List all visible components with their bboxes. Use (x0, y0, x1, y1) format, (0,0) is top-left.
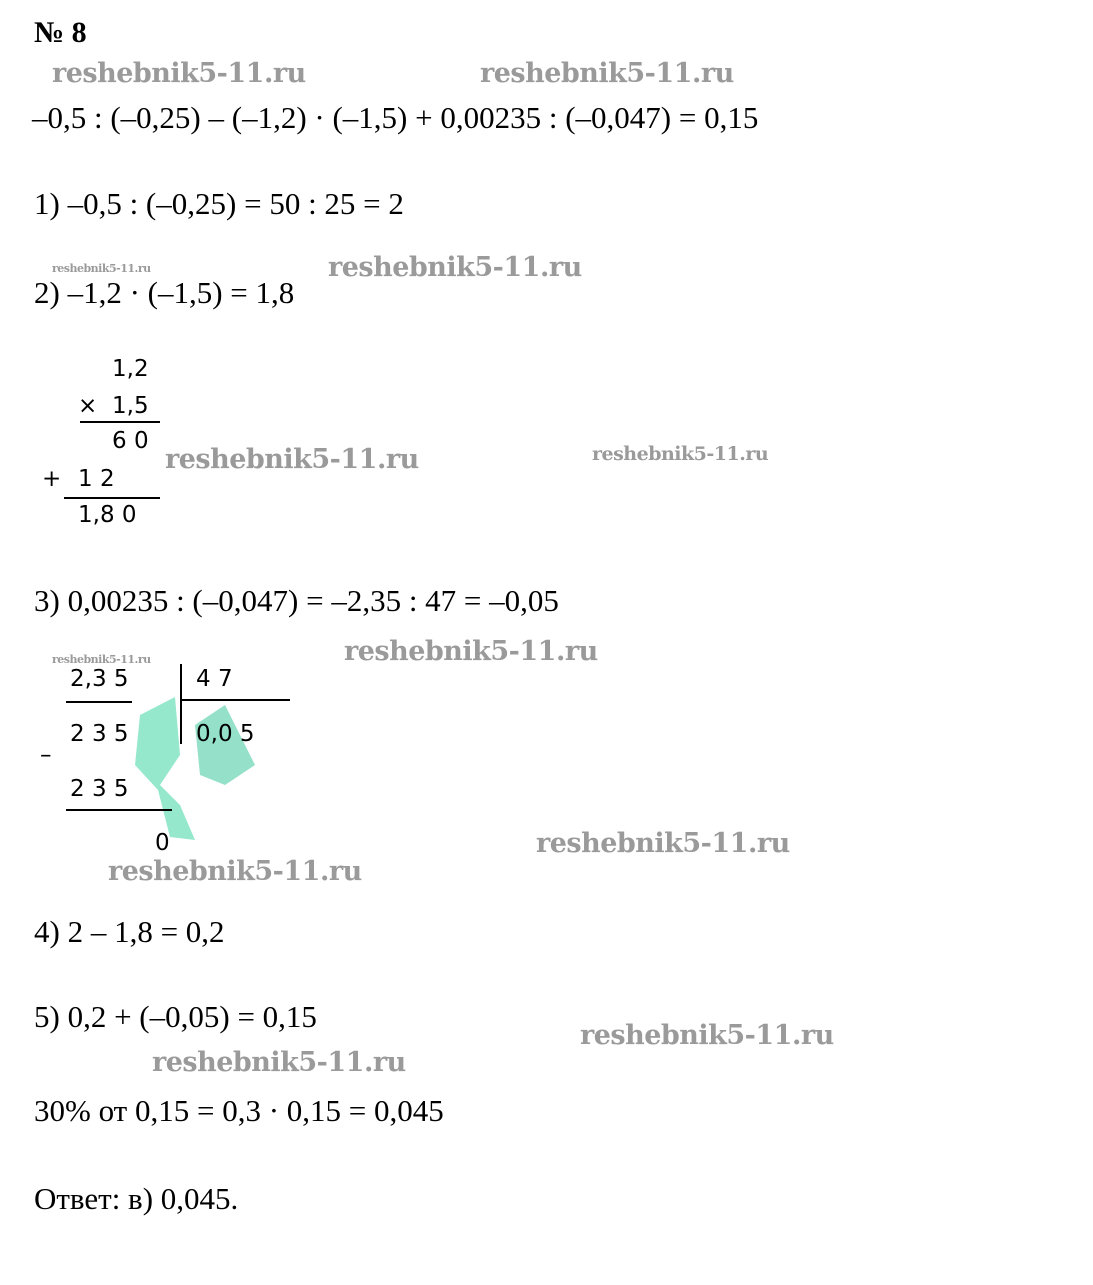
division-bracket-vertical (180, 664, 182, 744)
mult-row-1: 1,2 (112, 356, 149, 382)
mult-times-sign: × (78, 393, 98, 419)
division-subtract-1: 2 3 5 (70, 721, 129, 747)
watermark: reshebnik5-11.ru (536, 828, 790, 859)
highlight-mark (100, 685, 265, 845)
answer: Ответ: в) 0,045. (34, 1181, 239, 1216)
watermark: reshebnik5-11.ru (152, 1047, 406, 1078)
problem-number: № 8 (34, 16, 87, 49)
division-line-1 (66, 701, 132, 703)
division-remainder: 0 (155, 830, 170, 856)
watermark: reshebnik5-11.ru (52, 58, 306, 89)
division-divisor: 4 7 (196, 666, 233, 692)
mult-result: 1,8 0 (78, 502, 137, 528)
watermark: reshebnik5-11.ru (480, 58, 734, 89)
mult-line-2 (64, 497, 160, 499)
division-line-2 (66, 809, 172, 811)
watermark: reshebnik5-11.ru (580, 1020, 834, 1051)
division-bracket-horizontal (180, 699, 290, 701)
watermark: reshebnik5-11.ru (52, 262, 151, 275)
division-dividend: 2,3 5 (70, 666, 129, 692)
division-minus-sign: – (40, 742, 52, 768)
step-2: 2) –1,2 · (–1,5) = 1,8 (34, 275, 295, 310)
mult-partial-1: 6 0 (112, 428, 149, 454)
mult-partial-2: 1 2 (78, 466, 115, 492)
mult-plus-sign: + (42, 466, 62, 492)
mult-row-2: 1,5 (112, 393, 149, 419)
watermark: reshebnik5-11.ru (328, 252, 582, 283)
percent-step: 30% от 0,15 = 0,3 · 0,15 = 0,045 (34, 1093, 444, 1128)
mult-line-1 (80, 421, 160, 423)
watermark: reshebnik5-11.ru (344, 636, 598, 667)
step-3: 3) 0,00235 : (–0,047) = –2,35 : 47 = –0,05 (34, 583, 559, 618)
watermark: reshebnik5-11.ru (108, 856, 362, 887)
watermark: reshebnik5-11.ru (165, 444, 419, 475)
division-subtract-2: 2 3 5 (70, 776, 129, 802)
watermark: reshebnik5-11.ru (592, 443, 769, 465)
step-5: 5) 0,2 + (–0,05) = 0,15 (34, 999, 317, 1034)
step-4: 4) 2 – 1,8 = 0,2 (34, 914, 225, 949)
main-expression: –0,5 : (–0,25) – (–1,2) · (–1,5) + 0,00235 : (–0,047) = 0,15 (32, 100, 759, 135)
watermark: reshebnik5-11.ru (52, 653, 151, 666)
division-quotient: 0,0 5 (196, 721, 255, 747)
step-1: 1) –0,5 : (–0,25) = 50 : 25 = 2 (34, 186, 404, 221)
